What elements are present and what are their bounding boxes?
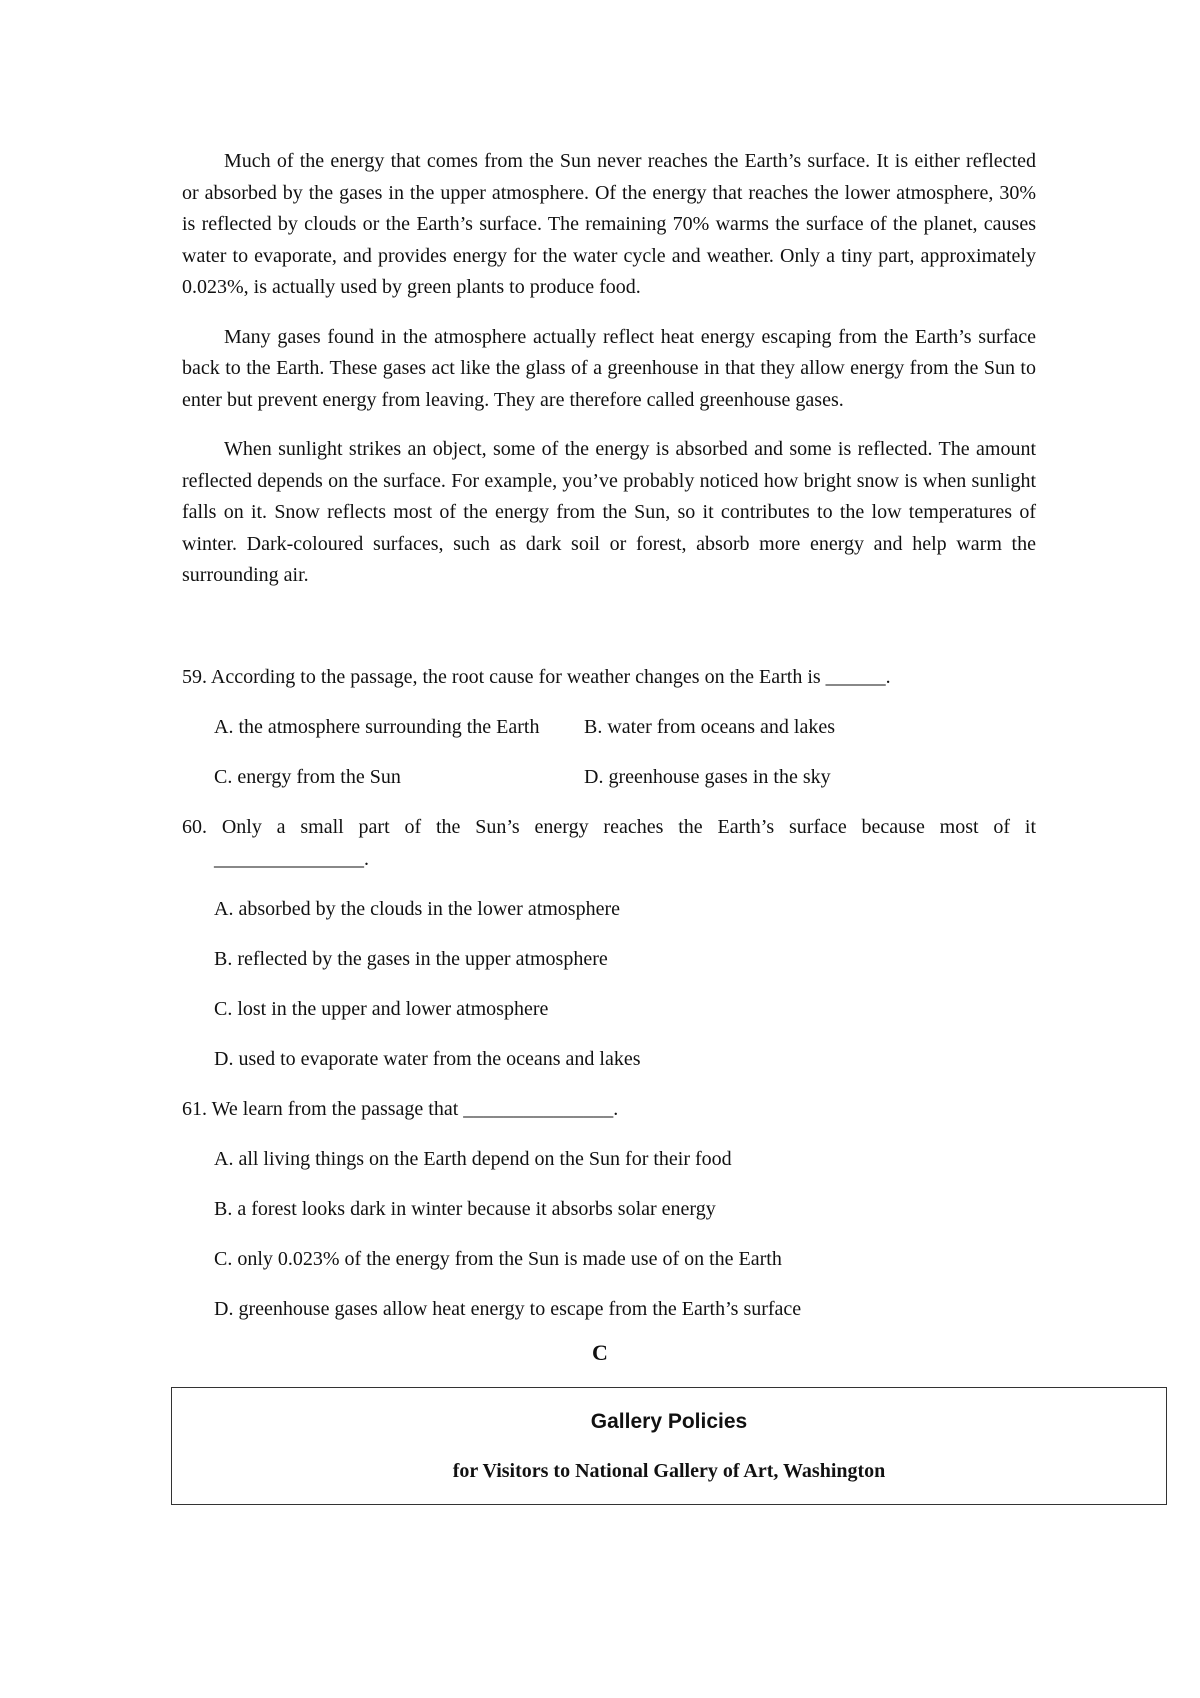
passage-paragraph: Many gases found in the atmosphere actually reflect heat energy escaping from the Earth’s surface back to the Earth. These gases act like the glass of a greenhouse in that they allow energy from the Sun to enter but prevent energy from leaving. They are therefore called greenhouse gases. (182, 325, 1036, 411)
option-row (214, 711, 1036, 743)
option-c: C. only 0.023% of the energy from the Sun is made use of on the Earth (214, 1248, 782, 1270)
passage-paragraph: When sunlight strikes an object, some of the energy is absorbed and some is reflected. The amount reflected depends on the surface. For example, you’ve probably noticed how bright snow is when sunlight falls on it. Snow reflects most of the energy from the Sun, so it contributes to the low temperatures of winter. Dark-coloured surfaces, such as dark soil or forest, absorb more energy and help warm the surrounding air. (182, 438, 1036, 586)
question-list (182, 661, 1036, 1343)
option-b: B. a forest looks dark in winter because it absorbs solar energy (214, 1198, 716, 1220)
policy-box (171, 1387, 1167, 1505)
question-61 (182, 1093, 1036, 1325)
option-b: B. reflected by the gases in the upper atmosphere (214, 948, 608, 970)
option-d: D. used to evaporate water from the oceans and lakes (214, 1048, 641, 1070)
option-row (214, 761, 1036, 793)
section-heading: C (592, 1340, 608, 1365)
option-a: A. absorbed by the clouds in the lower atmosphere (214, 898, 621, 920)
question-stem: 60. Only a small part of the Sun’s energy reaches the Earth’s surface because most of it (182, 816, 1036, 838)
option-c: C. energy from the Sun (214, 766, 401, 788)
policy-subtitle: for Visitors to National Gallery of Art, Washington (452, 1460, 886, 1482)
option-a: A. the atmosphere surrounding the Earth (214, 716, 540, 738)
policy-title: Gallery Policies (590, 1410, 748, 1433)
question-60 (182, 811, 1036, 1075)
option-a: A. all living things on the Earth depend on the Sun for their food (214, 1148, 732, 1170)
passage-paragraph: Much of the energy that comes from the Sun never reaches the Earth’s surface. It is either reflected or absorbed by the gases in the upper atmosphere. Of the energy that reaches the lower atmosphere, 30% is reflected by clouds or the Earth’s surface. The remaining 70% warms the surface of the planet, causes water to evaporate, and provides energy for the water cycle and weather. Only a tiny part, approximately 0.023%, is actually used by green plants to produce food. (182, 150, 1036, 298)
option-c: C. lost in the upper and lower atmosphere (214, 998, 549, 1020)
question-59 (182, 661, 1036, 793)
reading-passage (182, 146, 1036, 610)
option-b: B. water from oceans and lakes (584, 716, 836, 738)
option-d: D. greenhouse gases in the sky (584, 766, 831, 788)
question-blank: _______________. (214, 848, 369, 870)
question-stem: 61. We learn from the passage that _______________. (182, 1098, 619, 1120)
question-stem: 59. According to the passage, the root cause for weather changes on the Earth is ______. (182, 666, 891, 688)
option-d: D. greenhouse gases allow heat energy to escape from the Earth’s surface (214, 1298, 802, 1320)
